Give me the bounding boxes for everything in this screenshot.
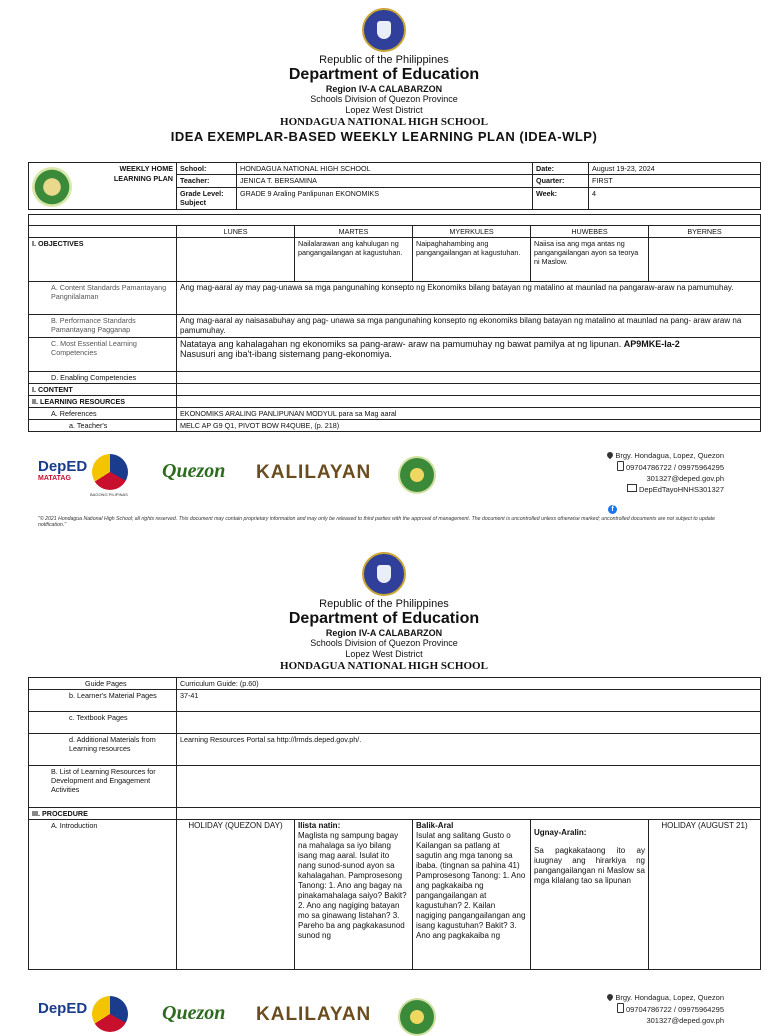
- melc-label: C. Most Essential Learning Competencies: [29, 338, 177, 372]
- myerkules-text: Isulat ang salitang Gusto o Kailangan sa patlang at sagutin ang mga tanong sa ibaba. (tingnan sa pahina 41) Pamprosesong Tanong: 1. Ano ang pagkakaiba ng pangangailangan at kagustuhan? 2. Kailan nagiging pangangailangan ang isang kagustuhan? Bakit? 3. Ano ang pagkakaiba ng: [416, 831, 526, 940]
- additional-text: Learning Resources Portal sa http://lrmds.deped.gov.ph/.: [177, 734, 761, 766]
- day-blank: [29, 226, 177, 238]
- myerkules-title: Balik-Aral: [416, 821, 454, 830]
- obj-huwebes: Naiisa isa ang mga antas ng pangangailangan ayon sa teorya ni Maslow.: [531, 238, 649, 282]
- deped-matatag-logo: [38, 458, 87, 482]
- deped-seal-icon: [362, 8, 406, 52]
- intro-lunes: HOLIDAY (QUEZON DAY): [177, 820, 295, 970]
- plan-title: IDEA EXEMPLAR-BASED WEEKLY LEARNING PLAN (IDEA-WLP): [170, 129, 598, 144]
- blank-row: [29, 215, 761, 226]
- resources-value: [177, 396, 761, 408]
- deped-logo-text: DepED: [38, 458, 88, 475]
- list-value: [177, 766, 761, 808]
- kalilayan-logo: KALILAYAN: [256, 1004, 372, 1025]
- region-text: Region IV-A CALABARZON: [325, 628, 443, 638]
- melc-code: AP9MKE-Ia-2: [623, 339, 680, 349]
- school-label: School:: [177, 163, 237, 175]
- school-seal-icon: [398, 456, 436, 494]
- content-standards-text: Ang mag-aaral ay may pag-unawa sa mga pangunahing konsepto ng Ekonomiks bilang batayan ng matalino at maunlad na pangaraw-araw na pamumuhay.: [177, 282, 761, 315]
- email-text: 301327@deped.gov.ph: [646, 474, 724, 483]
- district-text: Lopez West District: [345, 649, 423, 659]
- kalilayan-logo: KALILAYAN: [256, 462, 372, 483]
- enabling-label: D. Enabling Competencies: [29, 372, 177, 384]
- deped-seal-icon: [362, 552, 406, 596]
- letterhead-2: [0, 552, 768, 673]
- facebook-icon[interactable]: f: [608, 498, 617, 516]
- intro-byernes: HOLIDAY (AUGUST 21): [649, 820, 761, 970]
- location-icon: [606, 993, 614, 1001]
- huwebes-text: Sa pagkakataong ito ay iuugnay ang hirarkiya ng pangangailangan ni Maslow sa mga kilalang tao sa lipunan: [534, 846, 645, 885]
- intro-martes: [295, 820, 413, 970]
- contact-block: [592, 992, 724, 1026]
- resources-label: II. LEARNING RESOURCES: [29, 396, 177, 408]
- procedure-table: [28, 677, 761, 970]
- school-logo-icon: [32, 167, 72, 207]
- whlp-label: WEEKLY HOME LEARNING PLAN: [113, 164, 173, 183]
- performance-standards-text: Ang mag-aaral ay naisasabuhay ang pag- unawa sa mga pangunahing konsepto ng ekonomiks bilang batayan ng matalino at maunlad na pang- araw araw na pamumuhay.: [177, 315, 761, 338]
- intro-label: A. Introduction: [29, 820, 177, 970]
- textbook-label: c. Textbook Pages: [29, 712, 177, 734]
- phone-icon: [617, 461, 624, 471]
- objectives-table: [28, 214, 761, 432]
- additional-label: d. Additional Materials from Learning resources: [29, 734, 177, 766]
- day-lunes: LUNES: [177, 226, 295, 238]
- textbook-value: [177, 712, 761, 734]
- department-title: Department of Education: [288, 610, 480, 627]
- objectives-label: I. OBJECTIVES: [29, 238, 177, 282]
- day-byernes: BYERNES: [649, 226, 761, 238]
- quezon-logo: Quezon: [162, 460, 226, 482]
- procedure-label: III. PROCEDURE: [29, 808, 177, 820]
- huwebes-title: Ugnay-Aralin:: [534, 828, 587, 837]
- guide-label: Guide Pages: [29, 678, 177, 690]
- district-text: Lopez West District: [345, 105, 423, 115]
- enabling-value: [177, 372, 761, 384]
- performance-standards-label: B. Performance Standards Pamantayang Pagganap: [29, 315, 177, 338]
- day-huwebes: HUWEBES: [531, 226, 649, 238]
- obj-byernes: [649, 238, 761, 282]
- department-title: Department of Education: [288, 66, 480, 83]
- deped-logo-text: DepED: [38, 1000, 88, 1017]
- melc-text: Natataya ang kahalagahan ng ekonomiks sa pang-araw- araw na pamumuhay ng bawat pamilya at ng lipunan.: [180, 339, 622, 349]
- school-seal-icon: [398, 998, 436, 1036]
- teachers-label: a. Teacher's: [29, 420, 177, 432]
- quarter-label: Quarter:: [533, 175, 589, 188]
- division-text: Schools Division of Quezon Province: [310, 94, 458, 104]
- republic-text: Republic of the Philippines: [319, 54, 449, 66]
- week-value: 4: [589, 188, 761, 210]
- week-label: Week:: [533, 188, 589, 210]
- mail-icon: [627, 484, 637, 492]
- page-2: [0, 552, 768, 673]
- teachers-text: MELC AP G9 Q1, PIVOT BOW R4QUBE, (p. 218): [177, 420, 761, 432]
- whlp-cell: [29, 163, 177, 210]
- teacher-value: JENICA T. BERSAMINA: [237, 175, 533, 188]
- day-martes: MARTES: [295, 226, 413, 238]
- guide-text: Curriculum Guide: (p.60): [177, 678, 761, 690]
- melc-cell: [177, 338, 761, 372]
- melc-text2: Nasusuri ang iba't-ibang sistemang pang-ekonomiya.: [180, 349, 392, 359]
- martes-title: Ilista natin:: [298, 821, 341, 830]
- division-text: Schools Division of Quezon Province: [310, 638, 458, 648]
- grade-value: GRADE 9 Araling Panlipunan EKONOMIKS: [237, 188, 533, 210]
- learner-label: b. Learner's Material Pages: [29, 690, 177, 712]
- day-myerkules: MYERKULES: [413, 226, 531, 238]
- date-value: August 19-23, 2024: [589, 163, 761, 175]
- obj-martes: Nailalarawan ang kahulugan ng pangangailangan at kagustuhan.: [295, 238, 413, 282]
- school-value: HONDAGUA NATIONAL HIGH SCHOOL: [237, 163, 533, 175]
- email-text: 301327@deped.gov.ph: [646, 1016, 724, 1025]
- location-icon: [606, 451, 614, 459]
- fb-text: DepEdTayoHNHS301327: [638, 485, 724, 494]
- contact-block: [592, 450, 724, 495]
- quezon-logo: Quezon: [162, 1002, 226, 1024]
- bagong-pilipinas-text: BAGONG PILIPINAS: [90, 492, 128, 497]
- date-label: Date:: [533, 163, 589, 175]
- address-text: Brgy. Hondagua, Lopez, Quezon: [615, 993, 724, 1002]
- content-standards-label: A. Content Standards Pamantayang Pangnilalaman: [29, 282, 177, 315]
- deped-logo-2: [38, 1000, 87, 1017]
- procedure-value: [177, 808, 761, 820]
- content-value: [177, 384, 761, 396]
- content-label: I. CONTENT: [29, 384, 177, 396]
- intro-myerkules: [413, 820, 531, 970]
- school-name: HONDAGUA NATIONAL HIGH SCHOOL: [280, 660, 488, 672]
- teacher-label: Teacher:: [177, 175, 237, 188]
- learner-text: 37-41: [177, 690, 761, 712]
- region-text: Region IV-A CALABARZON: [325, 84, 443, 94]
- grade-label: Grade Level: Subject: [177, 188, 237, 210]
- references-text: EKONOMIKS ARALING PANLIPUNAN MODYUL para sa Mag aaral: [177, 408, 761, 420]
- quarter-value: FIRST: [589, 175, 761, 188]
- address-text: Brgy. Hondagua, Lopez, Quezon: [615, 451, 724, 460]
- page-1: [0, 8, 768, 145]
- legal-notice: "© 2021 Hondagua National High School; all rights reserved. This document may contain proprietary information and may only be released to third parties with the approval of management. The document is uncontrolled unless otherwise marked; uncontrolled documents are not subject to update notification.": [38, 516, 715, 528]
- bagong-pilipinas-icon: [92, 454, 128, 490]
- intro-huwebes: [531, 820, 649, 970]
- info-table: [28, 162, 761, 210]
- phone-text: 09704786722 / 09975964295: [625, 463, 724, 472]
- school-name: HONDAGUA NATIONAL HIGH SCHOOL: [280, 116, 488, 128]
- list-label: B. List of Learning Resources for Development and Engagement Activities: [29, 766, 177, 808]
- phone-text: 09704786722 / 09975964295: [625, 1005, 724, 1014]
- letterhead: [0, 8, 768, 145]
- obj-myerkules: Naipaghahambing ang pangangailangan at kagustuhan.: [413, 238, 531, 282]
- republic-text: Republic of the Philippines: [319, 598, 449, 610]
- bagong-pilipinas-icon: [92, 996, 128, 1032]
- martes-text: Maglista ng sampung bagay na mahalaga sa iyo bilang isang mag aaral. Isulat ito nang sunod-sunod ayon sa kahalagahan. Pamprosesong Tanong: 1. Ano ang bagay na pinakamahalaga saiyo? Bakit? 2. Ano ang nagiging batayan mo sa ginawang listahan? 3. Pareho ba ang pagkakasunod sunod ng: [298, 831, 407, 940]
- references-label: A. References: [29, 408, 177, 420]
- phone-icon: [617, 1003, 624, 1013]
- obj-lunes: [177, 238, 295, 282]
- matatag-text: MATATAG: [38, 475, 71, 482]
